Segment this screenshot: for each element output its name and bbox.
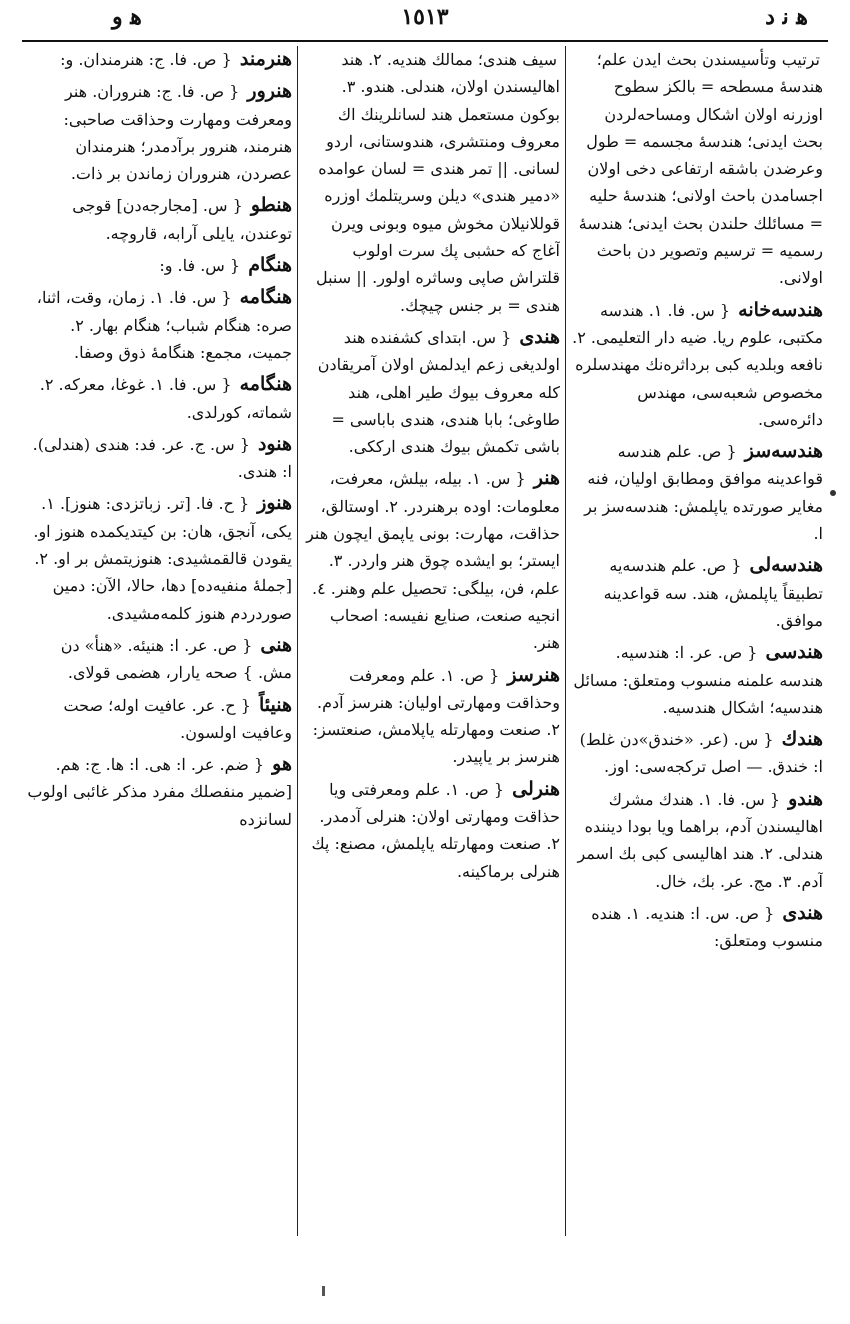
entry-headword: هنوز [257,492,292,515]
entry-headword: هندسی [765,641,823,664]
dictionary-entry [302,662,560,771]
entry-definition: { ص. عر. ا: هنيئه. «هنأ» دن مش. } صحه يارار، هضمی قولای. [60,635,292,683]
entry-definition: { س. فا. ١. زمان، وقت، اثنا، صره: هنگام شباب؛ هنگام بهار. ٢. جميت، مجمع: هنگامهٔ ذوق وصفا. [36,288,292,362]
dictionary-entry [302,46,560,319]
entry-definition: { س. فا. ١. هندك مشرك اهاليسندن آدم، براهما ويا بودا ديننده هندلی. ٢. هند اهاليسی كبی بك اسمر آدم. ٣. مج. عر. بك، خال. [577,789,823,891]
entry-definition: { ص. ١. علم ومعرفت وحذاقت ومهارتی اوليان: هنرسز آدم. ٢. صنعت ومهارتله ياپلامش، صنعتسز: هنرسز بر ياپيدر. [312,665,560,767]
entry-definition: { ص. ١. علم ومعرفتی ويا حذاقت ومهارتی اولان: هنرلی آدمدر. ٢. صنعت ومهارتله ياپلمش، مصنع: پك هنرلی برماكينه. [311,779,560,881]
entry-definition: { س. ج. عر. فد: هندی (هندلی). ا: هندی. [32,434,292,482]
entry-definition: { ضم. عر. ا: هی. ا: ها. ج: هم. [ضمير منفصلك مفرد مذكر غائبی اولوب لسانزده [27,755,292,829]
dictionary-entry [22,632,292,687]
dictionary-entry [571,639,823,721]
dictionary-entry [22,192,292,247]
entry-definition: { ح. عر. عافيت اوله؛ صحت وعافيت اولسون. [63,695,292,742]
entry-definition: { ص. عر. ا: هندسيه. هندسه علمنه منسوب ومتعلق: مسائل هندسيه؛ اشكال هندسيه. [573,643,823,717]
entry-headword: هنرمند [239,48,292,70]
entry-headword: هندسه‌لی [749,554,823,577]
entry-definition: { س. (عر. «خندق»دن غلط) ا: خندق. — اصل تركجه‌سی: اوز. [579,730,823,777]
dictionary-entry [22,692,292,747]
entry-headword: هنگامه [239,373,292,396]
dictionary-entry [571,900,823,955]
entry-definition: { ص. علم هندسه قواعدينه موافق ومطابق اوليان، فنه مغاير صورتده ياپلمش: هندسه‌سز بر ا. [584,442,823,544]
margin-mark [830,490,836,496]
entry-definition: { س. ابتدای كشفنده هند اولديغی زعم ايدلمش اولان آمريقادن كله معروف بيوك طير اهلی، هند طاوغی؛ بابا هندی، هندی باباسی = باشی تكمش بيوك هندی ارككی. [317,327,560,457]
running-head-left: ﻫ و [112,4,142,30]
entry-definition: { س. [مجارجه‌دن] قوجی توعندن، يايلی آرابه، قاروچه. [72,196,292,243]
entry-headword: هندسه‌سز [744,440,823,463]
dictionary-entry [571,46,823,292]
dictionary-entry [22,431,292,486]
entry-definition: { س. فا. ١. غوغا، معركه. ٢. شماته، كورلدی. [39,375,292,422]
entry-headword: هندی [519,325,560,348]
entry-definition: { س. فا. ١. هندسه مكتبی، علوم ريا. ضيه دار التعليمی. ٢. نافعه وبلديه كبی برداثره‌نك مهندسلره مخصوص شعبه‌سی، مهندس دائره‌سی. [572,300,823,429]
dictionary-entry [571,297,823,433]
dictionary-entry [22,490,292,626]
entry-definition: { ص. علم هندسه‌يه تطبيقاً ياپلمش، هند. سه قواعدينه موافق. [603,556,823,630]
column-right [571,46,823,1236]
entry-headword: هنطو [250,194,292,217]
entry-definition: سيف هندی؛ ممالك هنديه. ٢. هند اهاليسندن اولان، هندلی. هندو. ٣. بوكون مستعمل هند لسانلرينك اك معروف ومنتشری، هندوستانی، اردو لسانی. || تمر هندی = لسان عوامده «دمير هندی» ديلن وسريتلمك اوزره قوللانيلان مخوش ميوه وبونی ويرن آغاج كه حشبی پك سرت اولوب قلتراش صاپی وساثره اولور. || سنبل هندی = بر جنس چيچك. [315,50,560,315]
dictionary-entry [22,78,292,187]
entry-headword: هنيئاً [258,693,292,716]
column-divider [565,46,566,1236]
entry-headword: هنرسز [507,663,560,686]
entry-definition: { ص. فا. ج: هنرمندان. و: [60,50,232,69]
entry-headword: هندسه‌خانه [738,298,823,321]
entry-headword: هنگام [248,254,292,277]
column-divider [297,46,298,1236]
dictionary-entry [22,284,292,366]
dictionary-entry [571,552,823,634]
entry-headword [557,48,560,70]
dictionary-entry [571,726,823,781]
entry-definition: { س. فا. و: [159,256,241,276]
entry-definition: ترتيب وتأسيسندن بحث ايدن علم؛ هندسهٔ مسطحه = بالكز سطوح اوزرنه اولان اشكال ومساحه‌لردن بحث ايدنی؛ هندسهٔ مجسمه = طول وعرضدن باشقه ارتفاعی دخی اولان اجسامدن باحث اولانی؛ هندسهٔ حليه = مسائلك حلندن بحث ايدنی؛ هندسهٔ رسميه = ترسيم وتصوير دن باحث اولانی. [578,50,823,288]
entry-definition: { ص. فا. ج: هنروران. هنر ومعرفت ومهارت وحذاقت صاحبی: هنرمند، هنرور برآدمدر؛ هنرمندان عصردن، هنروران زماندن بر ذات. [63,82,292,184]
dictionary-entry [22,751,292,833]
dictionary-entry [22,371,292,426]
column-left [22,46,292,1236]
entry-headword: هو [272,753,292,776]
dictionary-entry [302,465,560,656]
entry-headword: هنی [260,633,292,656]
entry-headword [820,48,823,70]
running-head-right: ﻫ ﻧ د [765,4,808,30]
entry-headword: هندو [788,787,823,810]
print-mark [322,1286,325,1296]
entry-definition: { س. ١. بيله، بيلش، معرفت، معلومات: اوده برهنردر. ٢. اوستالق، حذاقت، مهارت: بونی ياپمق ايچون هنر ايستر؛ بو ايشده چوق هنر واردر. ٣. علم، فن، بيلگی: تحصيل علم وهنر. ٤. انجيه صنعت، صنايع نفيسه: اصحاب هنر. [306,469,560,653]
entry-headword: هنرلی [512,777,560,800]
entry-headword: هندی [782,901,823,924]
page-number: ١٥١٣ [401,4,449,30]
dictionary-entry [22,46,292,73]
dictionary-entry [571,786,823,895]
header-rule [22,40,828,42]
entry-definition: { ح. فا. [تر. زباتزدی: هنوز]. ١. يكی، آنجق، هان: بن كيتديكمده هنوز او. يقودن قالقمشيدی: هنوزيتمش بر او. ٢. [جملهٔ منفيه‌ده] دها، حالا، الآن: دمين صوردردم هنوز كلمه‌مشيدی. [33,494,292,623]
dictionary-entry [302,776,560,885]
entry-headword: هنگامه [239,286,292,309]
dictionary-entry [571,438,823,547]
page-header [0,0,850,40]
entry-headword: هنرور [247,80,292,103]
column-middle [302,46,560,1236]
entry-headword: هندك [781,728,823,751]
dictionary-entry [302,324,560,460]
entry-definition: { ص. س. ا: هنديه. ١. هنده منسوب ومتعلق: [591,903,823,951]
entry-headword: هنر [533,467,560,490]
entry-headword: هنود [257,432,292,455]
dictionary-entry [22,252,292,279]
